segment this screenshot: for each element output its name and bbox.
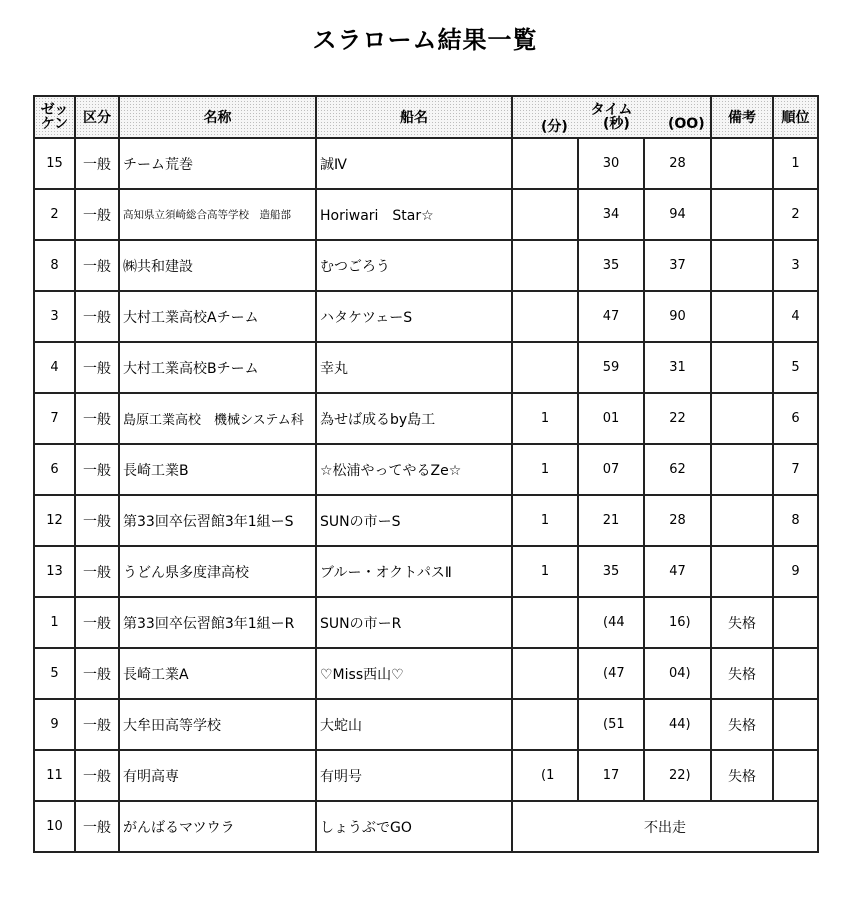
note-cell [711, 546, 773, 597]
time-sec-cell: 17 [578, 750, 644, 801]
note-cell [711, 189, 773, 240]
note-cell: 失格 [711, 597, 773, 648]
name-cell: 有明高専 [119, 750, 316, 801]
header-time-cs: (OO) [668, 116, 705, 132]
time-min-cell [512, 291, 578, 342]
note-cell: 失格 [711, 750, 773, 801]
rank-cell: 4 [773, 291, 818, 342]
table-row [34, 189, 818, 240]
zekken-cell: 1 [34, 597, 75, 648]
name-cell: 島原工業高校 機械システム科 [119, 393, 316, 444]
kubun-cell: 一般 [75, 189, 119, 240]
zekken-cell: 8 [34, 240, 75, 291]
zekken-cell: 6 [34, 444, 75, 495]
results-table [33, 95, 819, 853]
boat-cell: SUNの市ーR [316, 597, 512, 648]
zekken-cell: 7 [34, 393, 75, 444]
time-min-cell [512, 597, 578, 648]
note-cell: 失格 [711, 699, 773, 750]
header-note: 備考 [711, 96, 773, 138]
header-time [512, 96, 711, 138]
kubun-cell: 一般 [75, 546, 119, 597]
table-row [34, 291, 818, 342]
rank-cell [773, 699, 818, 750]
time-min-cell: 1 [512, 495, 578, 546]
rank-cell [773, 648, 818, 699]
name-cell: ㈱共和建設 [119, 240, 316, 291]
kubun-cell: 一般 [75, 750, 119, 801]
time-min-cell [512, 648, 578, 699]
zekken-cell: 15 [34, 138, 75, 189]
table-row [34, 342, 818, 393]
boat-cell: ☆松浦やってやるZe☆ [316, 444, 512, 495]
name-cell: 長崎工業B [119, 444, 316, 495]
rank-cell: 9 [773, 546, 818, 597]
boat-cell: 幸丸 [316, 342, 512, 393]
header-time-title: タイム [590, 102, 633, 118]
time-cs-cell: 47 [644, 546, 711, 597]
zekken-cell: 4 [34, 342, 75, 393]
note-cell [711, 444, 773, 495]
zekken-cell: 10 [34, 801, 75, 852]
time-cs-cell: 31 [644, 342, 711, 393]
note-cell [711, 342, 773, 393]
time-min-cell [512, 189, 578, 240]
table-row [34, 801, 818, 852]
name-cell: 第33回卒伝習館3年1組ーR [119, 597, 316, 648]
time-min-cell [512, 699, 578, 750]
time-sec-cell: (44 [578, 597, 644, 648]
time-min-cell: 1 [512, 393, 578, 444]
note-cell: 失格 [711, 648, 773, 699]
name-cell: うどん県多度津高校 [119, 546, 316, 597]
name-cell: 大村工業高校Bチーム [119, 342, 316, 393]
zekken-cell: 9 [34, 699, 75, 750]
header-boat: 船名 [316, 96, 512, 138]
note-cell [711, 291, 773, 342]
zekken-cell: 5 [34, 648, 75, 699]
kubun-cell: 一般 [75, 138, 119, 189]
zekken-cell: 11 [34, 750, 75, 801]
header-zekken-line1: ゼッ [40, 102, 69, 118]
rank-cell [773, 597, 818, 648]
kubun-cell: 一般 [75, 444, 119, 495]
page-title: スラローム結果一覧 [312, 26, 538, 54]
rank-cell: 6 [773, 393, 818, 444]
kubun-cell: 一般 [75, 291, 119, 342]
kubun-cell: 一般 [75, 342, 119, 393]
table-row [34, 546, 818, 597]
name-cell: 第33回卒伝習館3年1組ーS [119, 495, 316, 546]
table-row [34, 138, 818, 189]
zekken-cell: 3 [34, 291, 75, 342]
rank-cell: 2 [773, 189, 818, 240]
boat-cell: むつごろう [316, 240, 512, 291]
time-sec-cell: 01 [578, 393, 644, 444]
time-min-cell: (1 [512, 750, 578, 801]
time-min-cell [512, 342, 578, 393]
name-cell: 大牟田高等学校 [119, 699, 316, 750]
time-sec-cell: 34 [578, 189, 644, 240]
time-cs-cell: 62 [644, 444, 711, 495]
boat-cell: ♡Miss西山♡ [316, 648, 512, 699]
kubun-cell: 一般 [75, 699, 119, 750]
time-sec-cell: 21 [578, 495, 644, 546]
time-sec-cell: 30 [578, 138, 644, 189]
time-sec-cell: (51 [578, 699, 644, 750]
boat-cell: 誠Ⅳ [316, 138, 512, 189]
time-sec-cell: 59 [578, 342, 644, 393]
time-cs-cell: 28 [644, 138, 711, 189]
note-cell [711, 240, 773, 291]
header-time-sec: (秒) [603, 116, 630, 132]
time-cs-cell: 22 [644, 393, 711, 444]
table-row [34, 699, 818, 750]
time-cs-cell: 37 [644, 240, 711, 291]
name-cell: 長崎工業A [119, 648, 316, 699]
name-cell: 高知県立須崎総合高等学校 造船部 [119, 189, 316, 240]
time-sec-cell: 35 [578, 546, 644, 597]
time-min-cell: 1 [512, 444, 578, 495]
time-min-cell [512, 240, 578, 291]
boat-cell: 有明号 [316, 750, 512, 801]
rank-cell: 7 [773, 444, 818, 495]
time-sec-cell: 47 [578, 291, 644, 342]
boat-cell: 大蛇山 [316, 699, 512, 750]
boat-cell: ハタケツェーS [316, 291, 512, 342]
time-cs-cell: 90 [644, 291, 711, 342]
boat-cell: 為せば成るby島工 [316, 393, 512, 444]
boat-cell: ブルー・オクトパスⅡ [316, 546, 512, 597]
rank-cell: 5 [773, 342, 818, 393]
time-min-cell [512, 138, 578, 189]
table-row [34, 393, 818, 444]
rank-cell [773, 750, 818, 801]
time-sec-cell: 35 [578, 240, 644, 291]
kubun-cell: 一般 [75, 801, 119, 852]
kubun-cell: 一般 [75, 597, 119, 648]
table-row [34, 750, 818, 801]
table-row [34, 597, 818, 648]
kubun-cell: 一般 [75, 240, 119, 291]
header-row [34, 96, 818, 138]
time-cs-cell: 94 [644, 189, 711, 240]
note-cell [711, 138, 773, 189]
time-cs-cell: 28 [644, 495, 711, 546]
kubun-cell: 一般 [75, 393, 119, 444]
note-cell [711, 393, 773, 444]
header-name: 名称 [119, 96, 316, 138]
time-cs-cell: 04) [644, 648, 711, 699]
rank-cell: 1 [773, 138, 818, 189]
time-min-cell: 1 [512, 546, 578, 597]
boat-cell: しょうぶでGO [316, 801, 512, 852]
name-cell: チーム荒巻 [119, 138, 316, 189]
zekken-cell: 13 [34, 546, 75, 597]
boat-cell: SUNの市ーS [316, 495, 512, 546]
kubun-cell: 一般 [75, 648, 119, 699]
table-row [34, 240, 818, 291]
time-cs-cell: 22) [644, 750, 711, 801]
table-row [34, 648, 818, 699]
rank-cell: 8 [773, 495, 818, 546]
rank-cell: 3 [773, 240, 818, 291]
kubun-cell: 一般 [75, 495, 119, 546]
header-zekken [34, 96, 75, 138]
boat-cell: Horiwari Star☆ [316, 189, 512, 240]
name-cell: がんばるマツウラ [119, 801, 316, 852]
time-sec-cell: (47 [578, 648, 644, 699]
header-time-min: (分) [541, 119, 568, 135]
header-zekken-line2: ケン [40, 116, 69, 132]
time-sec-cell: 07 [578, 444, 644, 495]
header-kubun: 区分 [75, 96, 119, 138]
table-row [34, 495, 818, 546]
table-row [34, 444, 818, 495]
did-not-start-cell: 不出走 [512, 801, 818, 852]
header-rank: 順位 [773, 96, 818, 138]
time-cs-cell: 16) [644, 597, 711, 648]
time-cs-cell: 44) [644, 699, 711, 750]
name-cell: 大村工業高校Aチーム [119, 291, 316, 342]
note-cell [711, 495, 773, 546]
zekken-cell: 2 [34, 189, 75, 240]
zekken-cell: 12 [34, 495, 75, 546]
